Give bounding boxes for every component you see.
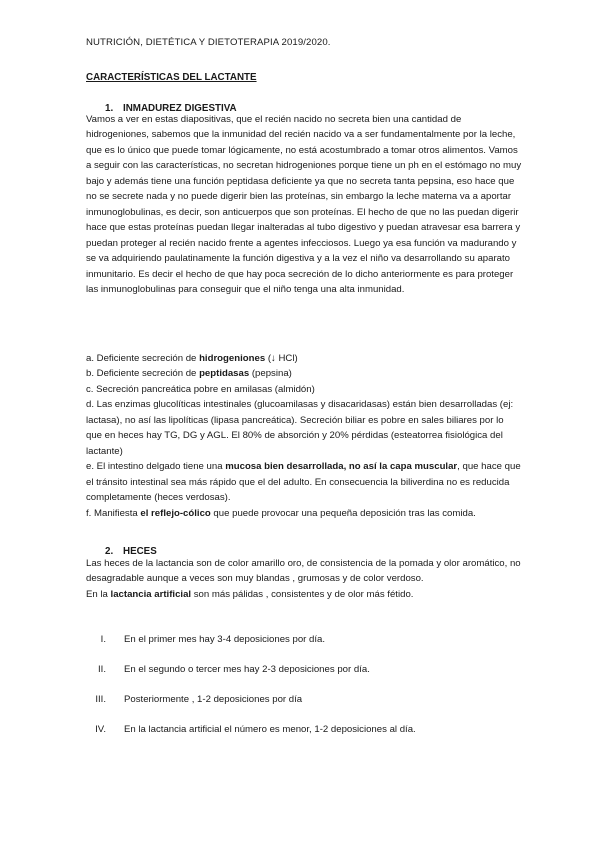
section-paragraph: Vamos a ver en estas diapositivas, que el recién nacido no secreta bien una cantidad de hidrogeniones, sabemos que la inmunidad del recién nacido va a ser fundamentalmente por la leche, que es lo único que puede tomar lógicamente, no está acostumbrado a tomar otros alimentos. Vamos a seguir con las características, no secretan hidrogeniones porque tiene un ph en el estómago no muy bajo y además tiene una función peptidasa deficiente ya que no secreta tanta pepsina, eso hace que no se secrete nada y no puede digerir bien las proteínas, sin embargo la leche materna va a aportar inmunoglobulinas, es decir, son anticuerpos que son proteínas. El hecho de que no las puedan digerir hace que estas proteínas puedan llegar inalteradas al tubo digestivo y puedan atravesar esa barrera y puedan proteger al recién nacido frente a agentes infecciosos. Luego ya esa función va madurando y se va adquiriendo paulatinamente la función digestiva y a la vez el niño va desarrollando su aparato inmunitario. Es decir el hecho de que hay poca secreción de lo dicho anteriormente es para proteger las inmunoglobulinas para conseguir que el niño tenga una alta inmunidad.: [86, 114, 522, 295]
roman-numeral: IV.: [95, 724, 106, 735]
list-item-text: En el segundo o tercer mes hay 2-3 deposiciones por día.: [124, 664, 370, 675]
list-item: c. Secreción pancreática pobre en amilasas (almidón): [86, 383, 315, 395]
section-paragraph: [86, 556, 522, 602]
roman-numeral: III.: [95, 694, 106, 705]
characteristics-list: [86, 351, 522, 521]
list-item-text: En la lactancia artificial el número es menor, 1-2 deposiciones al día.: [124, 724, 416, 735]
list-item: e. El intestino delgado tiene una mucosa bien desarrollada, no así la capa muscular, que hace que el tránsito intestinal sea más rápido que el del adulto. En consecuencia la biliverdina no es reducida completamente (heces verdosas).: [86, 461, 521, 504]
list-item: b. Deficiente secreción de peptidasas (pepsina): [86, 368, 292, 380]
roman-numeral: I.: [100, 634, 106, 645]
page-header: NUTRICIÓN, DIETÉTICA Y DIETOTERAPIA 2019/2020.: [86, 37, 331, 48]
section-number: 2.: [105, 546, 114, 557]
document-title: CARACTERÍSTICAS DEL LACTANTE: [86, 72, 257, 83]
section-heading-text: HECES: [123, 546, 157, 557]
heces-description: Las heces de la lactancia son de color amarillo oro, de consistencia de la pomada y olor aromático, no desagradable aunque a veces son muy blandas , grumosas y de color verdoso.: [86, 558, 521, 585]
artificial-lactation-note: En la lactancia artificial son más pálidas , consistentes y de olor más fétido.: [86, 588, 414, 600]
list-item: f. Manifiesta el reflejo-cólico que puede provocar una pequeña deposición tras las comida.: [86, 507, 476, 519]
roman-numeral: II.: [98, 664, 106, 675]
list-item: d. Las enzimas glucolíticas intestinales (glucoamilasas y disacaridasas) están bien desarrolladas (ej: lactasa), no así las lipolíticas (lipasa pancreática). Secreción biliar es pobre en sales biliares por lo que en heces hay TG, DG y AGL. El 80% de absorción y 20% pérdidas (esteatorrea fisiológica del lactante): [86, 399, 514, 457]
list-item-text: Posteriormente , 1-2 deposiciones por día: [124, 694, 303, 705]
section-heading-text: INMADUREZ DIGESTIVA: [123, 103, 237, 114]
list-item-text: En el primer mes hay 3-4 deposiciones por día.: [124, 634, 326, 645]
section-number: 1.: [105, 103, 114, 114]
list-item: a. Deficiente secreción de hidrogeniones (↓ HCl): [86, 353, 298, 364]
